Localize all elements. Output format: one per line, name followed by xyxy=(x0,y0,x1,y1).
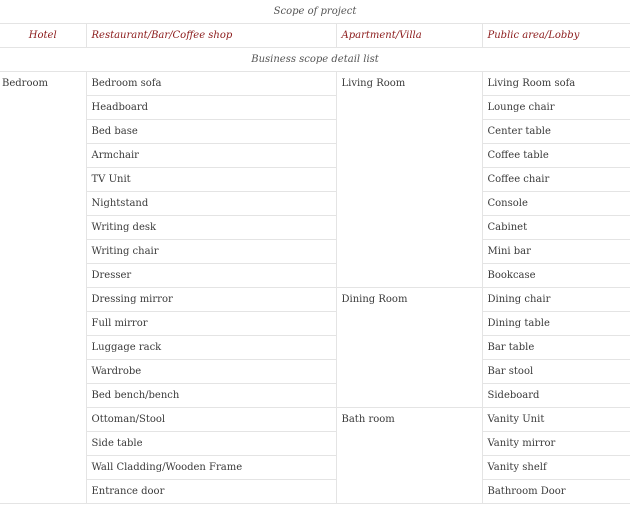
public-area-item: Bar table xyxy=(482,336,630,360)
hotel-item: Wall Cladding/Wooden Frame xyxy=(86,456,336,480)
public-area-item: Vanity shelf xyxy=(482,456,630,480)
hotel-item: Bedroom sofa xyxy=(86,72,336,96)
hotel-item: TV Unit xyxy=(86,168,336,192)
public-area-item: Mini bar xyxy=(482,240,630,264)
apartment-group: Dining Room xyxy=(336,288,482,408)
table-row xyxy=(0,432,630,456)
hotel-item: Armchair xyxy=(86,144,336,168)
public-area-item: Bookcase xyxy=(482,264,630,288)
hotel-item: Dressing mirror xyxy=(86,288,336,312)
table-row xyxy=(0,312,630,336)
public-area-item: Living Room sofa xyxy=(482,72,630,96)
public-area-item: Coffee table xyxy=(482,144,630,168)
hotel-item: Bed bench/bench xyxy=(86,384,336,408)
table-row xyxy=(0,288,630,312)
public-area-item: Vanity Unit xyxy=(482,408,630,432)
hotel-item: Side table xyxy=(86,432,336,456)
table-row xyxy=(0,384,630,408)
table-row xyxy=(0,408,630,432)
hotel-item: Writing desk xyxy=(86,216,336,240)
table-row xyxy=(0,72,630,96)
hotel-item: Full mirror xyxy=(86,312,336,336)
public-area-item: Sideboard xyxy=(482,384,630,408)
hotel-item: Bed base xyxy=(86,120,336,144)
table-row xyxy=(0,264,630,288)
table-row xyxy=(0,456,630,480)
category-public-area: Public area/Lobby xyxy=(482,24,630,48)
public-area-item: Center table xyxy=(482,120,630,144)
public-area-item: Lounge chair xyxy=(482,96,630,120)
hotel-item: Entrance door xyxy=(86,480,336,504)
hotel-item: Nightstand xyxy=(86,192,336,216)
table-row xyxy=(0,480,630,504)
category-hotel: Hotel xyxy=(0,24,86,48)
apartment-group: Bath room xyxy=(336,408,482,504)
table-row xyxy=(0,120,630,144)
hotel-item: Luggage rack xyxy=(86,336,336,360)
table-row xyxy=(0,216,630,240)
public-area-item: Console xyxy=(482,192,630,216)
public-area-item: Cabinet xyxy=(482,216,630,240)
public-area-item: Bar stool xyxy=(482,360,630,384)
apartment-group: Living Room xyxy=(336,72,482,288)
table-row xyxy=(0,96,630,120)
hotel-item: Wardrobe xyxy=(86,360,336,384)
public-area-item: Bathroom Door xyxy=(482,480,630,504)
public-area-item: Dining chair xyxy=(482,288,630,312)
detail-title: Business scope detail list xyxy=(0,48,630,72)
table-row xyxy=(0,192,630,216)
hotel-item: Headboard xyxy=(86,96,336,120)
public-area-item: Coffee chair xyxy=(482,168,630,192)
table-row xyxy=(0,336,630,360)
hotel-item: Dresser xyxy=(86,264,336,288)
table-row xyxy=(0,360,630,384)
scope-title: Scope of project xyxy=(0,0,630,24)
category-restaurant: Restaurant/Bar/Coffee shop xyxy=(86,24,336,48)
public-area-item: Vanity mirror xyxy=(482,432,630,456)
category-apartment: Apartment/Villa xyxy=(336,24,482,48)
hotel-group-bedroom: Bedroom xyxy=(0,72,86,504)
hotel-item: Writing chair xyxy=(86,240,336,264)
table-row xyxy=(0,240,630,264)
table-row xyxy=(0,144,630,168)
hotel-item: Ottoman/Stool xyxy=(86,408,336,432)
table-row xyxy=(0,168,630,192)
public-area-item: Dining table xyxy=(482,312,630,336)
